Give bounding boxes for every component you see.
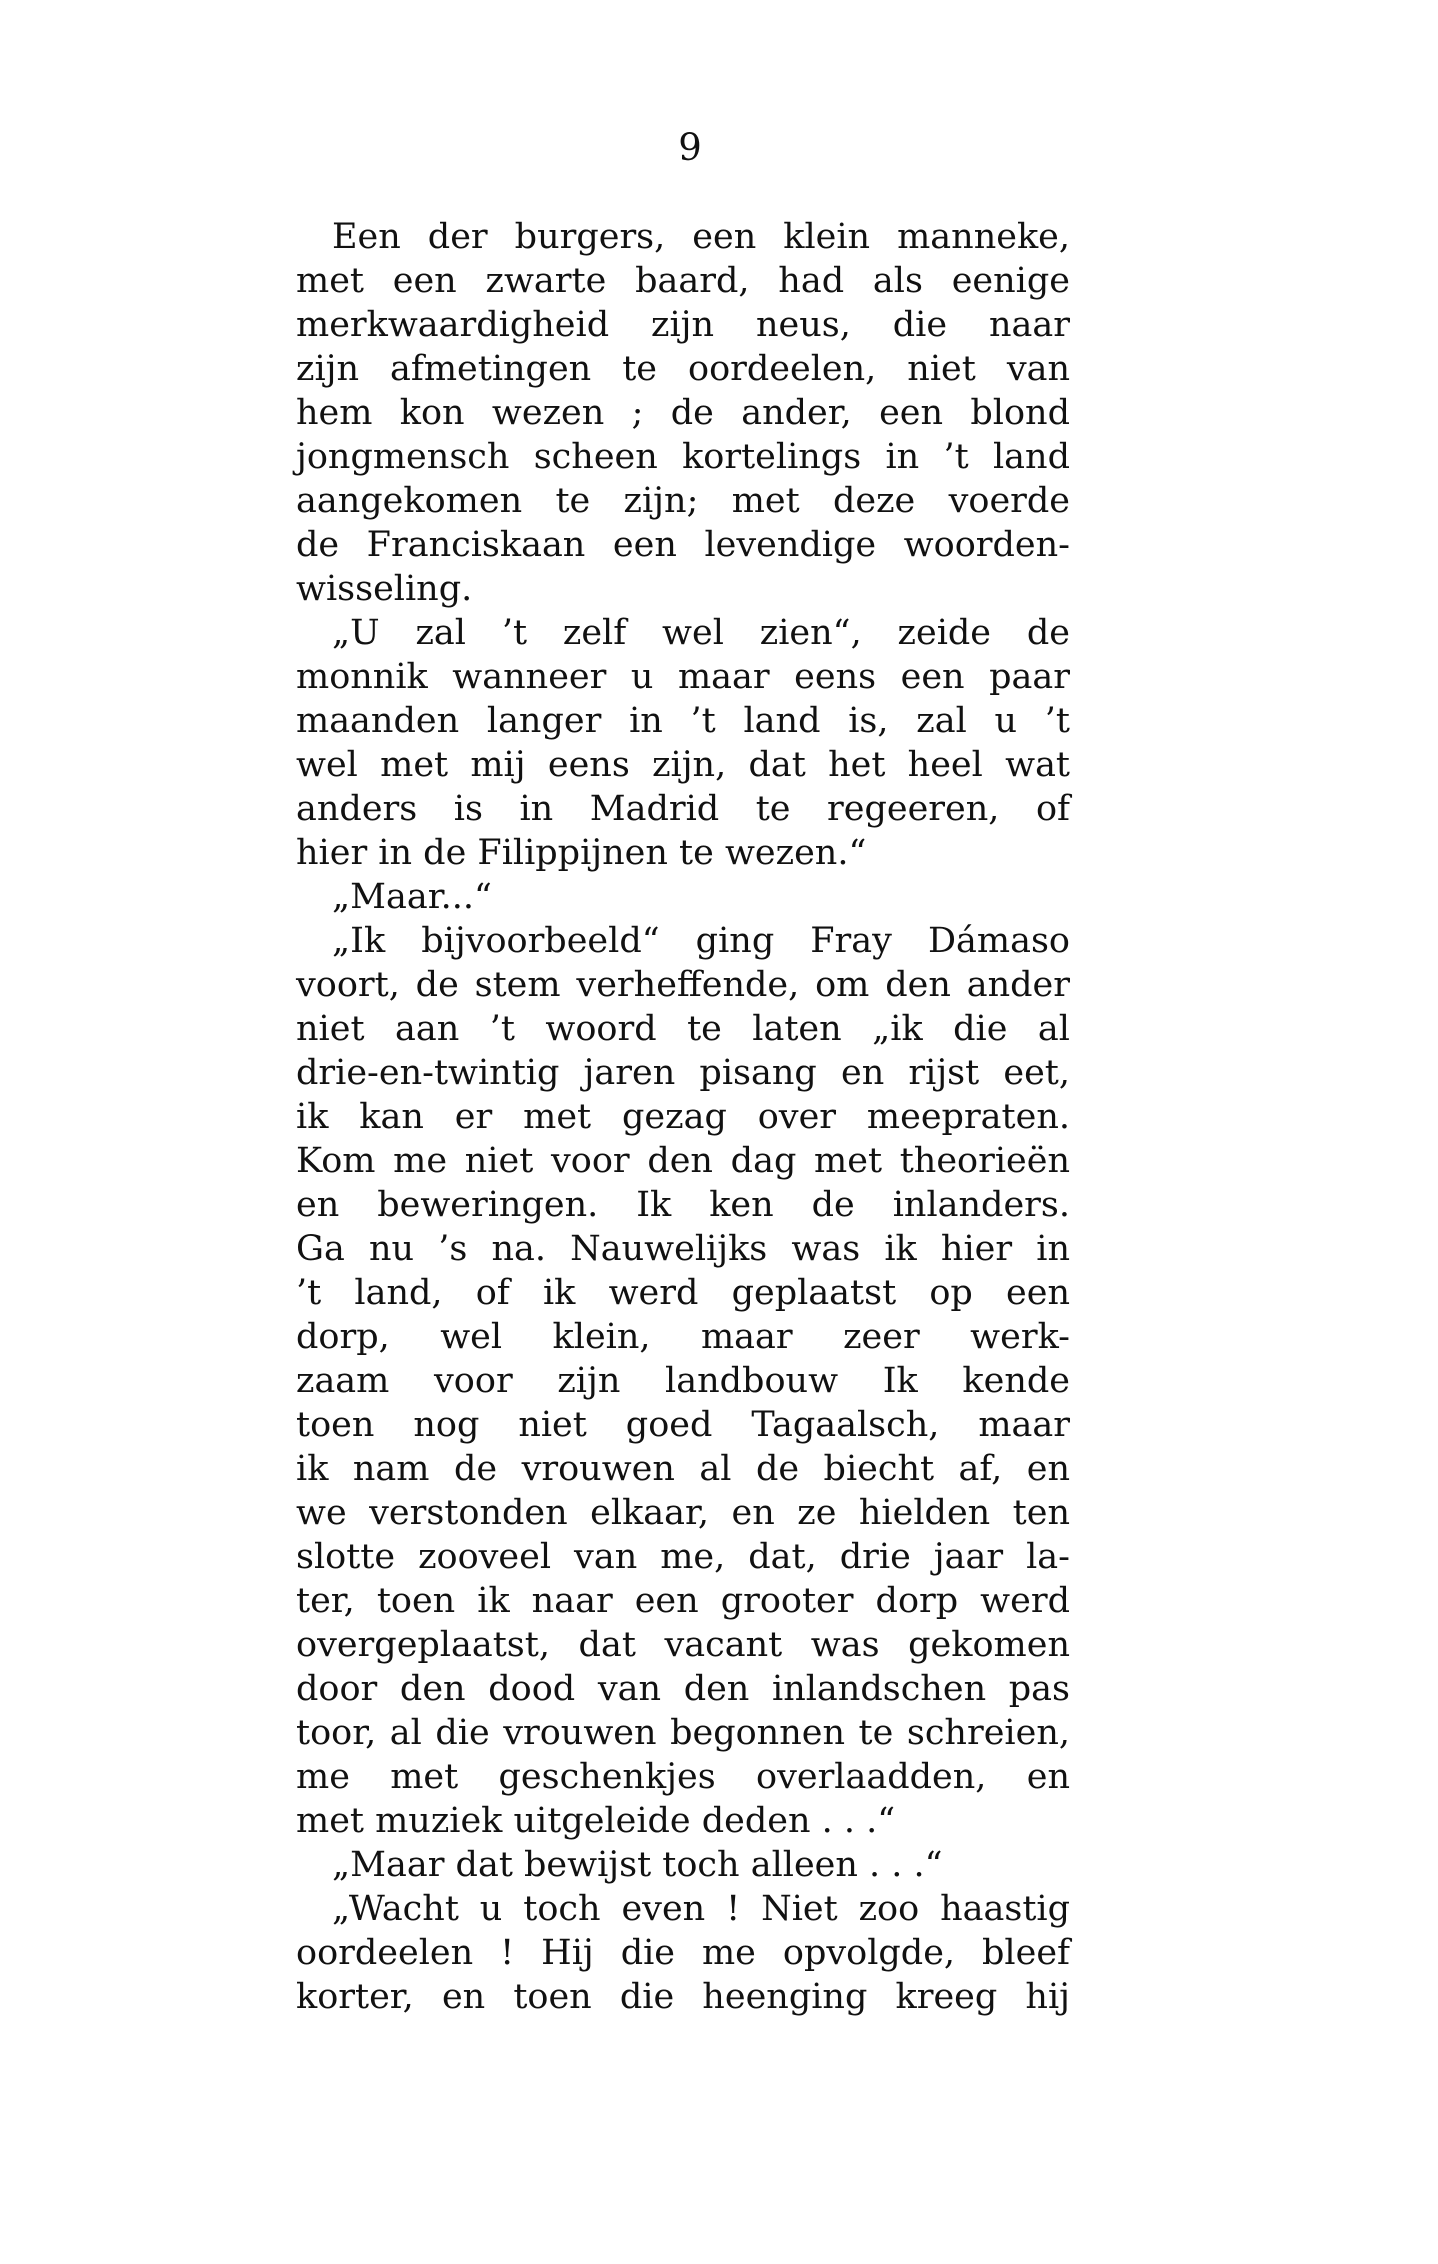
text-line: met een zwarte baard, had als eenige [296,261,1070,301]
text-line: Kom me niet voor den dag met theorieën [296,1141,1070,1181]
text-line: „Maar...“ [332,877,492,917]
text-line: hier in de Filippijnen te wezen.“ [296,833,867,873]
text-line: we verstonden elkaar, en ze hielden ten [296,1493,1070,1533]
text-line: korter, en toen die heenging kreeg hij [296,1977,1070,2017]
text-line: de Franciskaan een levendige woorden- [296,525,1070,565]
text-line: voort, de stem verheffende, om den ander [296,965,1070,1005]
text-line: ik kan er met gezag over meepraten. [296,1097,1070,1137]
text-line: hem kon wezen ; de ander, een blond [296,393,1070,433]
text-line: zaam voor zijn landbouw Ik kende [296,1361,1070,1401]
text-line: wel met mij eens zijn, dat het heel wat [296,745,1070,785]
body-text [296,215,1070,2019]
text-line: en beweringen. Ik ken de inlanders. [296,1185,1070,1225]
text-line: ik nam de vrouwen al de biecht af, en [296,1449,1070,1489]
text-line: door den dood van den inlandschen pas [296,1669,1070,1709]
text-line: anders is in Madrid te regeeren, of [296,789,1070,829]
text-line: overgeplaatst, dat vacant was gekomen [296,1625,1070,1665]
text-line: „U zal ’t zelf wel zien“, zeide de [332,613,1070,653]
page-number: 9 [678,126,702,169]
text-line: dorp, wel klein, maar zeer werk- [296,1317,1070,1357]
text-line: niet aan ’t woord te laten „ik die al [296,1009,1070,1049]
text-line: monnik wanneer u maar eens een paar [296,657,1070,697]
text-line: jongmensch scheen kortelings in ’t land [296,437,1070,477]
text-line: „Maar dat bewijst toch alleen . . .“ [332,1845,943,1885]
text-line: met muziek uitgeleide deden . . .“ [296,1801,896,1841]
text-line: oordeelen ! Hij die me opvolgde, bleef [296,1933,1070,1973]
text-line: zijn afmetingen te oordeelen, niet van [296,349,1070,389]
text-line: ’t land, of ik werd geplaatst op een [296,1273,1070,1313]
text-line: slotte zooveel van me, dat, drie jaar la- [296,1537,1070,1577]
text-line: „Ik bijvoorbeeld“ ging Fray Dámaso [332,921,1070,961]
text-line: toor, al die vrouwen begonnen te schreien, [296,1713,1070,1753]
text-line: me met geschenkjes overlaadden, en [296,1757,1070,1797]
text-line: aangekomen te zijn; met deze voerde [296,481,1070,521]
text-line: „Wacht u toch even ! Niet zoo haastig [332,1889,1070,1929]
text-line: wisseling. [296,569,473,609]
text-line: maanden langer in ’t land is, zal u ’t [296,701,1070,741]
text-line: Ga nu ’s na. Nauwelijks was ik hier in [296,1229,1070,1269]
text-line: Een der burgers, een klein manneke, [332,217,1070,257]
text-line: merkwaardigheid zijn neus, die naar [296,305,1070,345]
text-line: toen nog niet goed Tagaalsch, maar [296,1405,1070,1445]
text-line: ter, toen ik naar een grooter dorp werd [296,1581,1070,1621]
text-line: drie-en-twintig jaren pisang en rijst eet, [296,1053,1070,1093]
